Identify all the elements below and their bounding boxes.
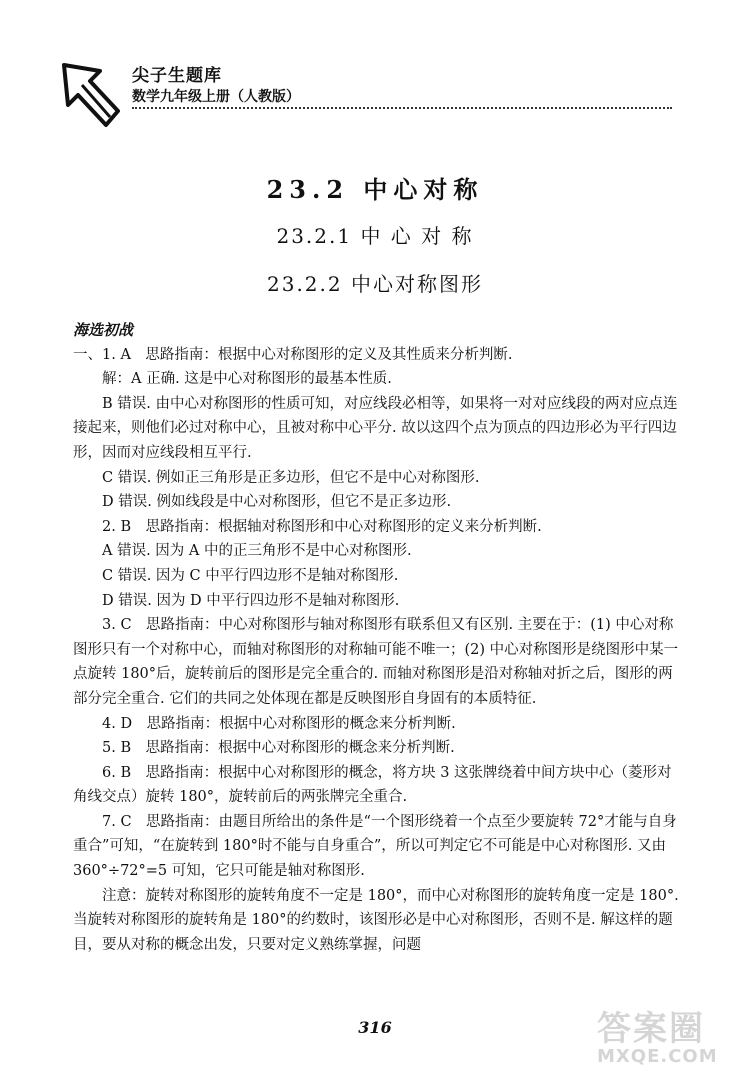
answer-line: C 错误. 例如正三角形是正多边形，但它不是中心对称图形. (102, 469, 480, 486)
answer-line: 解：A 正确. 这是中心对称图形的最基本性质. (102, 371, 392, 388)
subsection-title-2: 23.2.2 中心对称图形 (267, 272, 483, 296)
answer-line: 2. B 思路指南：根据轴对称图形和中心对称图形的定义来分析判断. (102, 518, 542, 535)
answer-line: 3. C 思路指南：中心对称图形与轴对称图形有联系但又有区别. 主要在于：(1) 中心对称图形只有一个对称中心，而轴对称图形的对称轴可能不唯一；(2) 中心对称图形是绕图形中某一点旋转 180°后，旋转前后的图形是完全重合的. 而轴对称图形是沿对称轴对折之后，图形的两部分完全重合. 它们的共同之处体现在都是反映图形自身固有的本质特征. (73, 617, 679, 707)
section-heading: 海选初战 (73, 321, 134, 339)
answer-line: 注意：旋转对称图形的旋转角度不一定是 180°，而中心对称图形的旋转角度一定是 180°. 当旋转对称图形的旋转角是 180°的约数时，该图形必是中心对称图形，否则不是. 解这样的题目，要从对称的概念出发，只要对定义熟练掌握，问题 (73, 887, 679, 953)
header-divider (132, 107, 672, 109)
book-title: 数学九年级上册（人教版） (132, 89, 300, 105)
answer-line: 6. B 思路指南：根据中心对称图形的概念，将方块 3 这张牌绕着中间方块中心（菱形对角线交点）旋转 180°，旋转前后的两张牌完全重合. (73, 764, 672, 806)
arrow-logo-icon (60, 61, 122, 131)
answer-line: D 错误. 例如线段是中心对称图形，但它不是正多边形. (102, 494, 452, 511)
answer-line: 一、1. A 思路指南：根据中心对称图形的定义及其性质来分析判断. (73, 346, 513, 363)
subsection-title-1: 23.2.1 中 心 对 称 (276, 224, 474, 248)
page-header (60, 55, 670, 140)
answer-line: C 错误. 因为 C 中平行四边形不是轴对称图形. (102, 567, 399, 584)
series-title: 尖子生题库 (132, 66, 222, 86)
watermark-text: 答案圈 (597, 1009, 705, 1049)
watermark-url: MXQE.COM (597, 1046, 718, 1067)
page-number: 316 (358, 1018, 392, 1037)
answer-line: 7. C 思路指南：由题目所给出的条件是“一个图形绕着一个点至少要旋转 72°才能与自身重合”可知，“在旋转到 180°时不能与自身重合”，所以可判定它不可能是中心对称图形. 又由 360°÷72°=5 可知，它只可能是轴对称图形. (73, 813, 677, 880)
answer-line: A 错误. 因为 A 中的正三角形不是中心对称图形. (102, 543, 412, 560)
answer-line: 5. B 思路指南：根据中心对称图形的概念来分析判断. (102, 740, 455, 757)
answer-line: B 错误. 由中心对称图形的性质可知，对应线段必相等，如果将一对对应线段的两对应点连接起来，则他们必过对称中心，且被对称中心平分. 故以这四个点为顶点的四边形必为平行四边形，因而对应线段相互平行. (73, 395, 678, 461)
watermark (597, 1001, 732, 1071)
section-title: 23.2 中心对称 (266, 175, 484, 204)
answer-line: 4. D 思路指南：根据中心对称图形的概念来分析判断. (102, 715, 456, 732)
answer-line: D 错误. 因为 D 中平行四边形不是轴对称图形. (102, 592, 400, 609)
answer-content (73, 318, 685, 957)
